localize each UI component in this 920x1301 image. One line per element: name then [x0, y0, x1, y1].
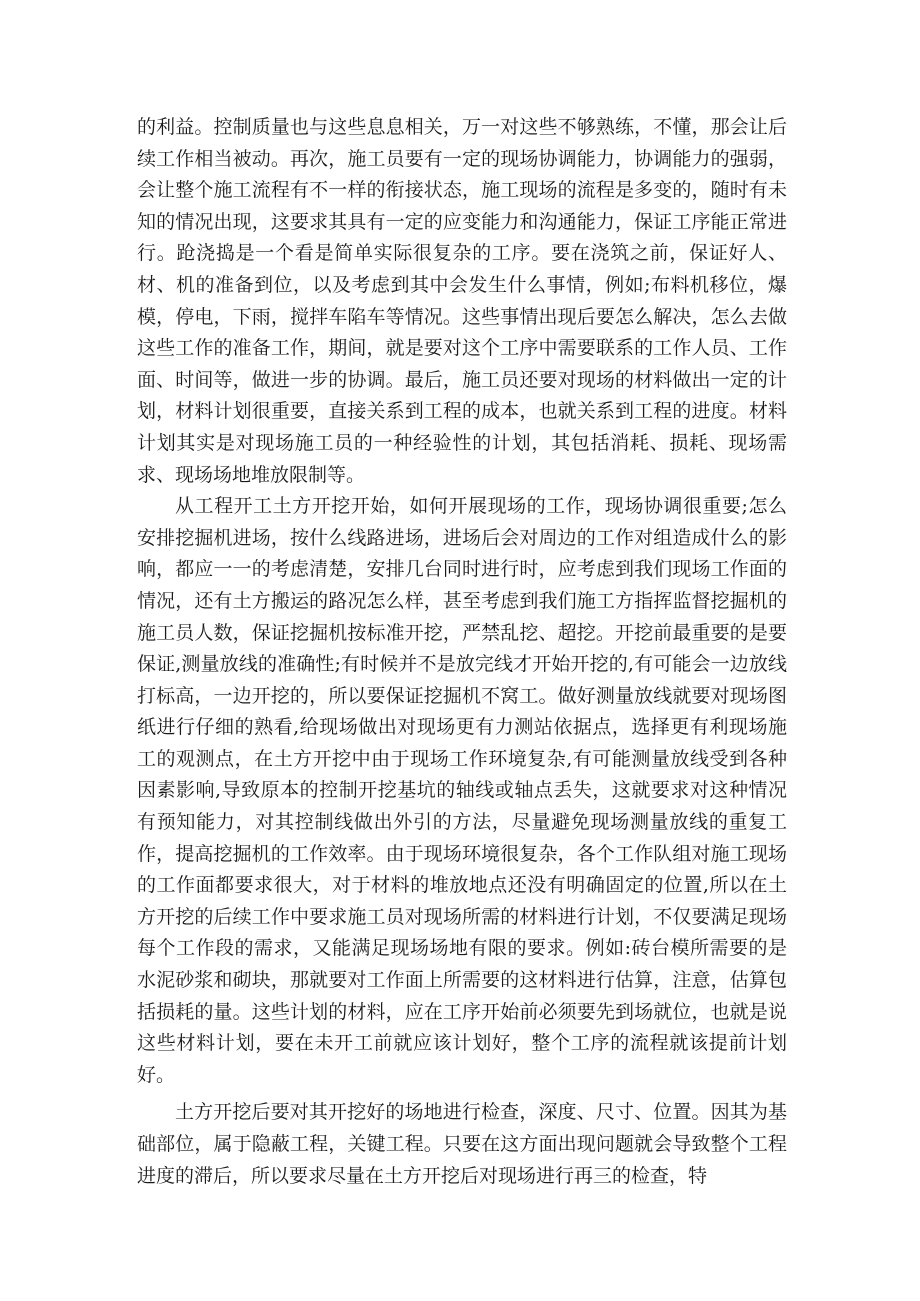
document-body	[137, 112, 787, 1192]
paragraph-2: 从工程开工土方开挖开始，如何开展现场的工作，现场协调很重要;怎么安排挖掘机进场，按什么线路进场，进场后会对周边的工作对组造成什么的影响，都应一一的考虑清楚，安排几台同时进行时，应考虑到我们现场工作面的情况，还有土方搬运的路况怎么样，甚至考虑到我们施工方指挥监督挖掘机的施工员人数，保证挖掘机按标准开挖，严禁乱挖、超挖。开挖前最重要的是要保证,测量放线的准确性;有时候并不是放完线才开始开挖的,有可能会一边放线打标高，一边开挖的，所以要保证挖掘机不窝工。做好测量放线就要对现场图纸进行仔细的熟看,给现场做出对现场更有力测站依据点，选择更有利现场施工的观测点，在土方开挖中由于现场工作环境复杂,有可能测量放线受到各种因素影响,导致原本的控制开挖基坑的轴线或轴点丢失，这就要求对这种情况有预知能力，对其控制线做出外引的方法，尽量避免现场测量放线的重复工作，提高挖掘机的工作效率。由于现场环境很复杂，各个工作队组对施工现场的工作面都要求很大，对于材料的堆放地点还没有明确固定的位置,所以在土方开挖的后续工作中要求施工员对现场所需的材料进行计划，不仅要满足现场每个工作段的需求，又能满足现场场地有限的要求。例如:砖台模所需要的是水泥砂浆和砌块，那就要对工作面上所需要的这材料进行估算，注意，估算包括损耗的量。这些计划的材料，应在工序开始前必须要先到场就位，也就是说这些材料计划，要在未开工前就应该计划好，整个工序的流程就该提前计划好。	[137, 495, 787, 1086]
paragraph-1: 的利益。控制质量也与这些息息相关，万一对这些不够熟练，不懂，那会让后续工作相当被动。再次，施工员要有一定的现场协调能力，协调能力的强弱，会让整个施工流程有不一样的衔接状态，施工现场的流程是多变的，随时有未知的情况出现，这要求其具有一定的应变能力和沟通能力，保证工序能正常进行。跄浇捣是一个看是简单实际很复杂的工序。要在浇筑之前，保证好人、材、机的准备到位，以及考虑到其中会发生什么事情，例如;布料机移位，爆模，停电，下雨，搅拌车陷车等情况。这些事情出现后要怎么解决，怎么去做这些工作的准备工作，期间，就是要对这个工序中需要联系的工作人员、工作面、时间等，做进一步的协调。最后，施工员还要对现场的材料做出一定的计划，材料计划很重要，直接关系到工程的成本，也就关系到工程的进度。材料计划其实是对现场施工员的一种经验性的计划，其包括消耗、损耗、现场需求、现场场地堆放限制等。	[137, 116, 787, 486]
paragraph-3: 土方开挖后要对其开挖好的场地进行检查，深度、尺寸、位置。因其为基础部位，属于隐蔽工程，关键工程。只要在这方面出现问题就会导致整个工程进度的滞后，所以要求尽量在土方开挖后对现场进行再三的检查，特	[137, 1101, 787, 1187]
